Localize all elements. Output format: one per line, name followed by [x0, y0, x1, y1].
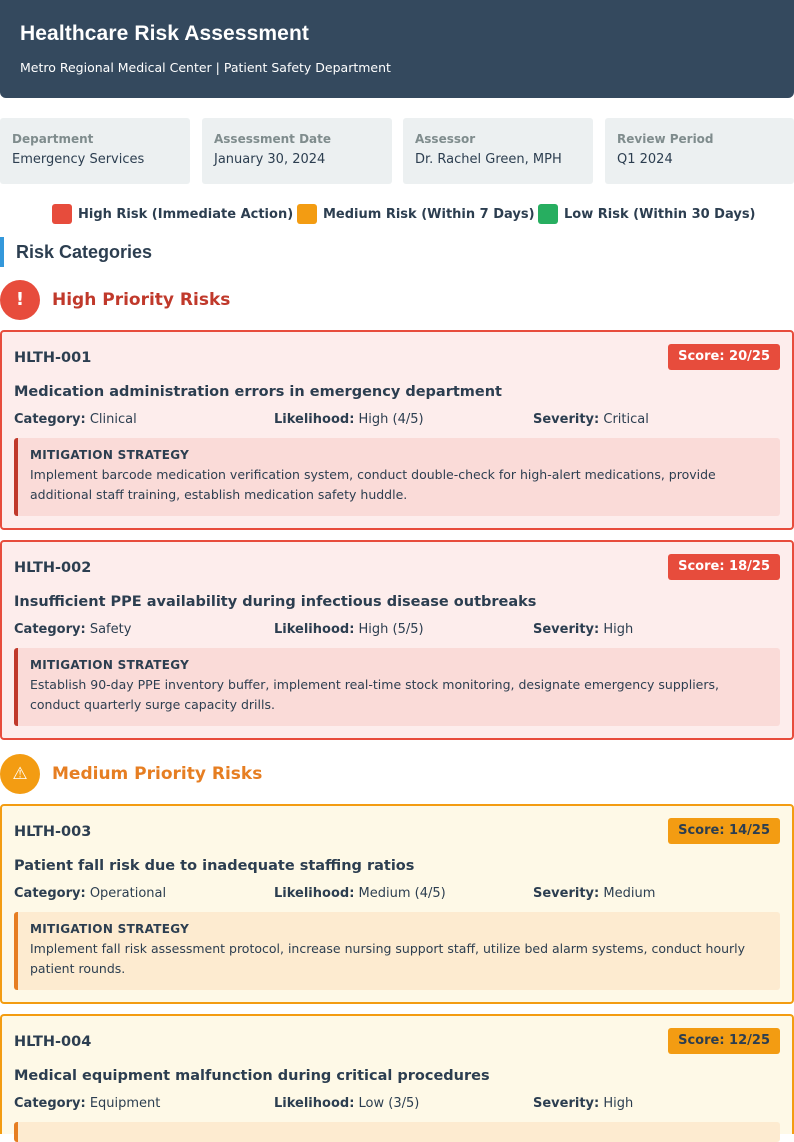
meta-value: Dr. Rachel Green, MPH [415, 152, 562, 167]
mitigation-label: MITIGATION STRATEGY [30, 922, 190, 936]
legend-medium [297, 203, 535, 225]
exclamation-icon: ! [0, 280, 40, 320]
assessment-info [0, 118, 794, 184]
group-title: Medium Priority Risks [52, 764, 263, 784]
category-label: Category: [14, 622, 86, 637]
meta-label: Review Period [617, 132, 714, 146]
risk-title: Patient fall risk due to inadequate staffing ratios [14, 858, 415, 874]
risk-category [14, 622, 131, 637]
mitigation-box [14, 648, 780, 726]
page-title: Healthcare Risk Assessment [20, 22, 309, 45]
mitigation-box [14, 1122, 780, 1142]
legend-swatch [297, 204, 317, 224]
meta-review-period [605, 118, 794, 184]
severity-value: Medium [603, 886, 656, 901]
risk-category [14, 1096, 160, 1111]
risk-category [14, 886, 166, 901]
risk-likelihood [274, 412, 424, 427]
meta-assessment-date [202, 118, 392, 184]
section-heading [0, 237, 794, 267]
high-priority-header [0, 280, 794, 320]
likelihood-label: Likelihood: [274, 886, 355, 901]
section-title: Risk Categories [16, 242, 153, 262]
severity-label: Severity: [533, 412, 600, 427]
risk-legend [0, 203, 794, 225]
legend-swatch [52, 204, 72, 224]
score-badge: Score: 18/25 [668, 554, 780, 580]
risk-card [0, 540, 794, 740]
severity-value: High [603, 1096, 634, 1111]
risk-card [0, 804, 794, 1004]
risk-card [0, 1014, 794, 1134]
legend-low [538, 203, 756, 225]
group-title: High Priority Risks [52, 290, 231, 310]
medium-priority-header [0, 754, 794, 794]
risk-title: Medication administration errors in emergency department [14, 384, 502, 400]
meta-department [0, 118, 190, 184]
meta-label: Assessor [415, 132, 476, 146]
severity-label: Severity: [533, 886, 600, 901]
risk-title: Medical equipment malfunction during critical procedures [14, 1068, 490, 1084]
mitigation-text: Implement fall risk assessment protocol, increase nursing support staff, utilize bed alarm systems, conduct hourly patient rounds. [30, 941, 746, 976]
legend-swatch [538, 204, 558, 224]
warning-icon: ⚠ [0, 754, 40, 794]
category-value: Safety [89, 622, 132, 637]
risk-severity [533, 412, 649, 427]
mitigation-box [14, 912, 780, 990]
risk-id: HLTH-002 [14, 560, 92, 576]
score-badge: Score: 14/25 [668, 818, 780, 844]
risk-severity [533, 1096, 633, 1111]
risk-likelihood [274, 1096, 419, 1111]
likelihood-value: Low (3/5) [358, 1096, 420, 1111]
risk-title: Insufficient PPE availability during infectious disease outbreaks [14, 594, 537, 610]
meta-assessor [403, 118, 593, 184]
category-value: Clinical [89, 412, 137, 427]
risk-severity [533, 622, 633, 637]
category-label: Category: [14, 886, 86, 901]
category-label: Category: [14, 1096, 86, 1111]
meta-value: Emergency Services [12, 152, 145, 167]
risk-id: HLTH-003 [14, 824, 92, 840]
risk-id: HLTH-001 [14, 350, 92, 366]
report-header [0, 0, 794, 98]
risk-id: HLTH-004 [14, 1034, 92, 1050]
severity-value: High [603, 622, 634, 637]
likelihood-value: Medium (4/5) [358, 886, 446, 901]
score-badge: Score: 12/25 [668, 1028, 780, 1054]
meta-label: Assessment Date [214, 132, 332, 146]
risk-category [14, 412, 137, 427]
mitigation-text: Establish 90-day PPE inventory buffer, implement real-time stock monitoring, designate emergency suppliers, conduct quarterly surge capacity drills. [30, 677, 719, 712]
legend-label: High Risk (Immediate Action) [78, 206, 294, 222]
likelihood-label: Likelihood: [274, 1096, 355, 1111]
risk-card [0, 330, 794, 530]
meta-value: January 30, 2024 [214, 152, 326, 167]
mitigation-label: MITIGATION STRATEGY [30, 658, 190, 672]
mitigation-text: Implement barcode medication verification system, conduct double-check for high-alert medications, provide additional staff training, establish medication safety huddle. [30, 467, 716, 502]
score-badge: Score: 20/25 [668, 344, 780, 370]
severity-label: Severity: [533, 1096, 600, 1111]
risk-likelihood [274, 622, 424, 637]
category-label: Category: [14, 412, 86, 427]
likelihood-label: Likelihood: [274, 622, 355, 637]
mitigation-label: MITIGATION STRATEGY [30, 448, 190, 462]
mitigation-box [14, 438, 780, 516]
severity-label: Severity: [533, 622, 600, 637]
legend-high [52, 203, 293, 225]
risk-severity [533, 886, 655, 901]
legend-label: Medium Risk (Within 7 Days) [323, 206, 535, 222]
likelihood-label: Likelihood: [274, 412, 355, 427]
risk-likelihood [274, 886, 446, 901]
page-subtitle: Metro Regional Medical Center | Patient Safety Department [20, 60, 391, 75]
likelihood-value: High (5/5) [358, 622, 424, 637]
likelihood-value: High (4/5) [358, 412, 424, 427]
category-value: Equipment [89, 1096, 161, 1111]
meta-label: Department [12, 132, 94, 146]
legend-label: Low Risk (Within 30 Days) [564, 206, 756, 222]
category-value: Operational [89, 886, 167, 901]
meta-value: Q1 2024 [617, 152, 673, 167]
severity-value: Critical [603, 412, 649, 427]
